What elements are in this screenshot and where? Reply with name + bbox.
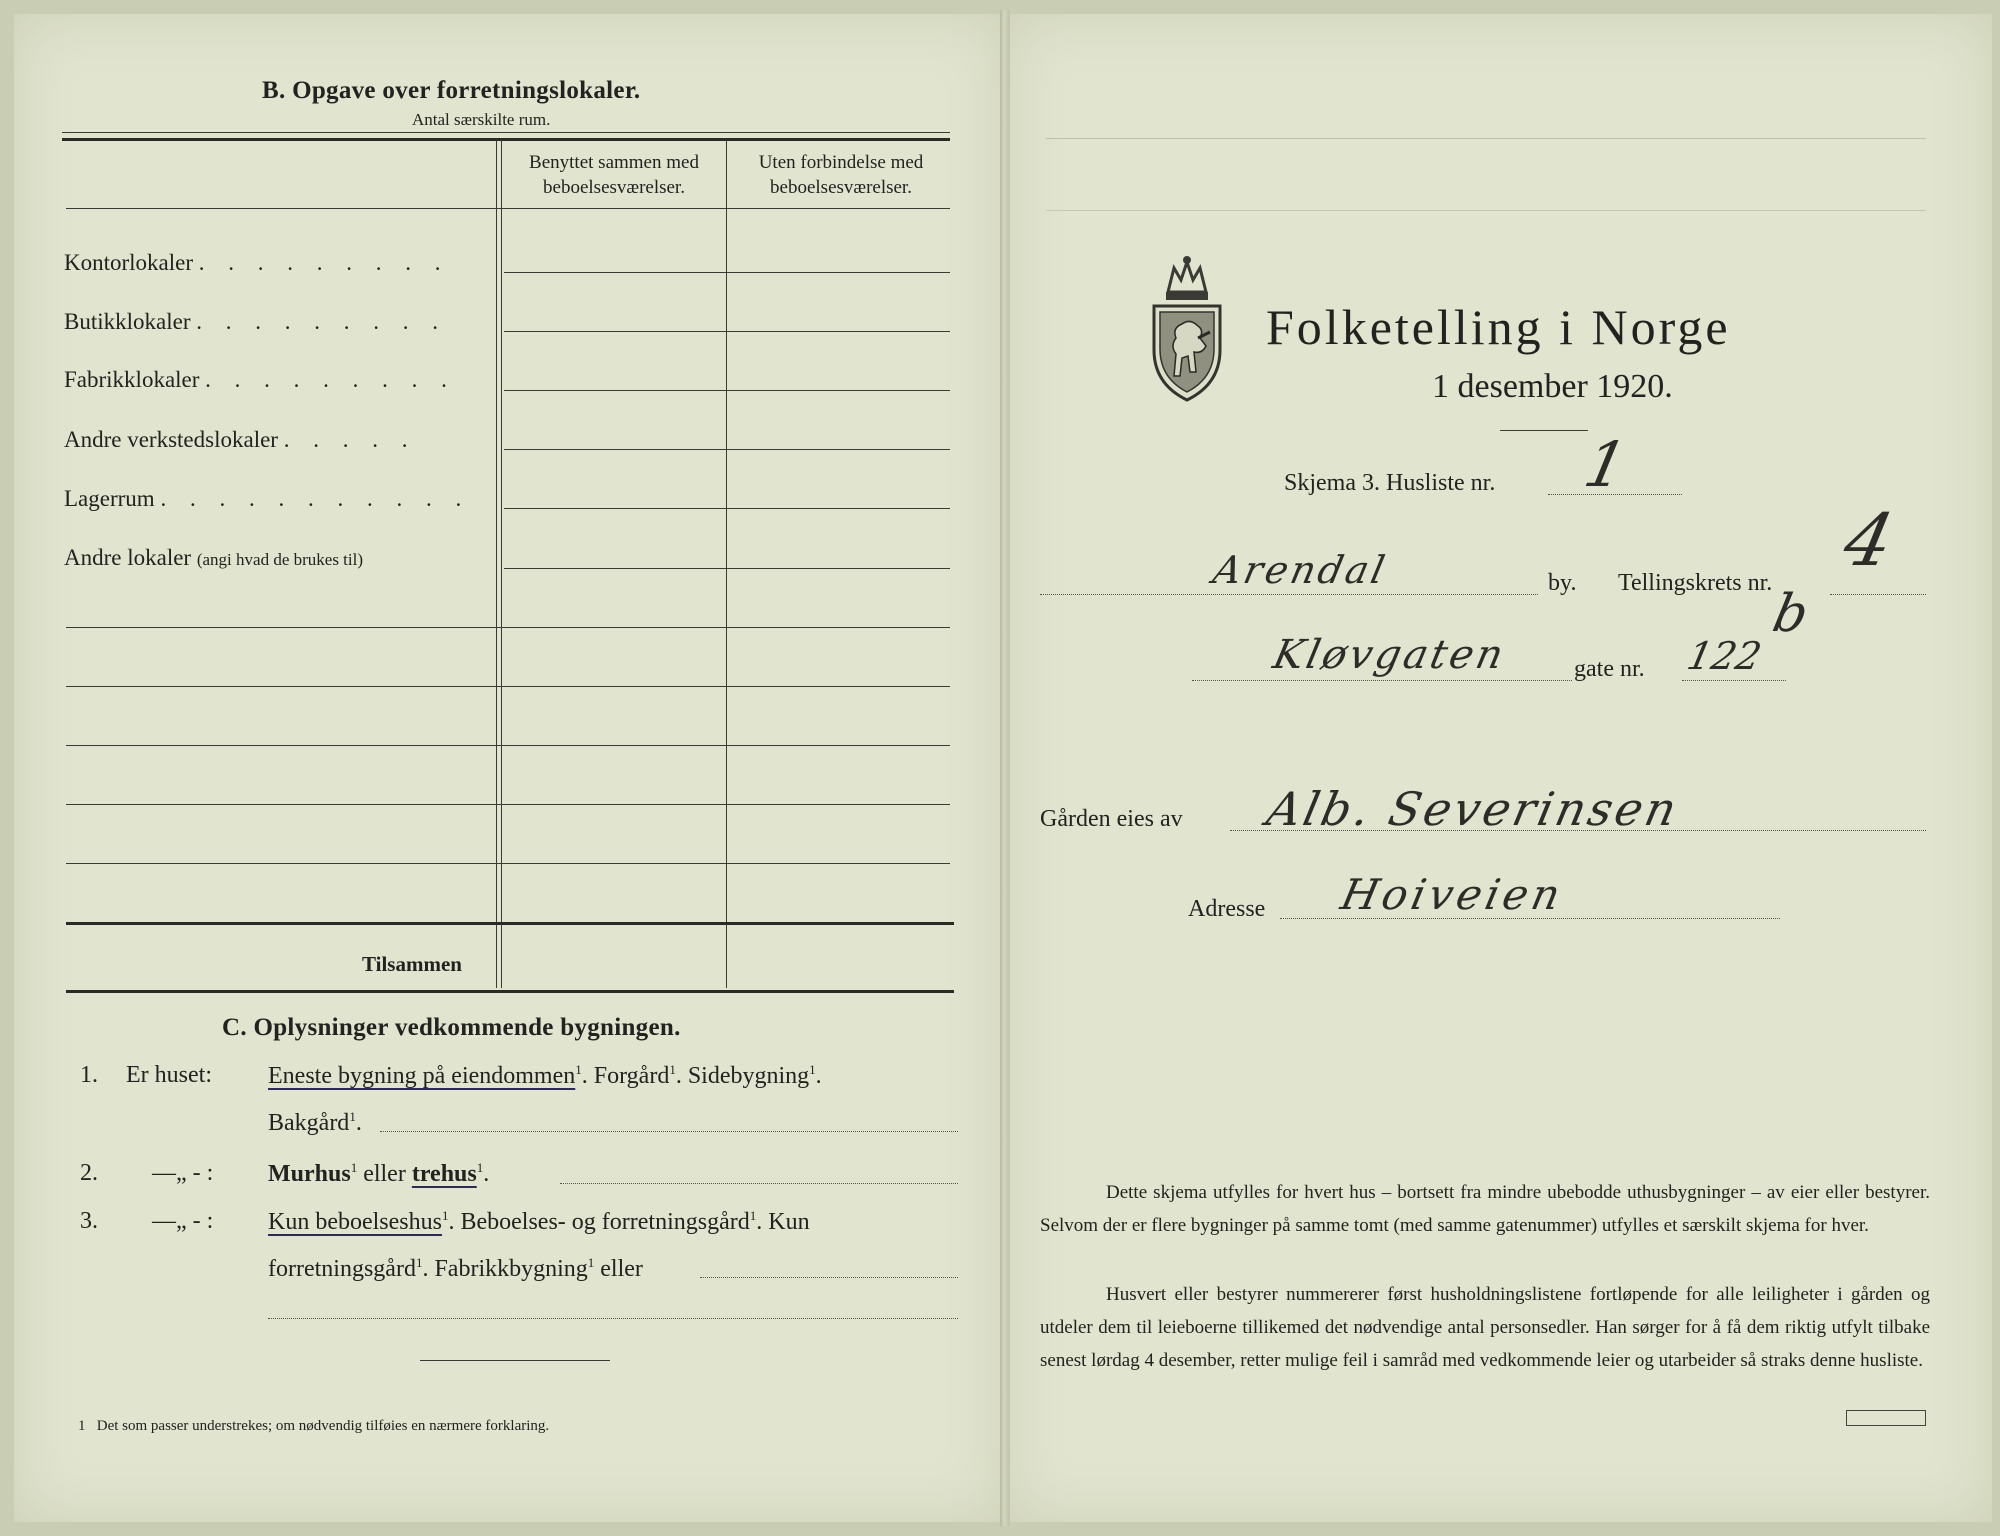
q3-fill-line-1 <box>700 1277 958 1278</box>
row-label-text: Kontorlokaler <box>64 250 194 275</box>
q1-fill-line <box>380 1131 958 1132</box>
table-top-rule-thick <box>62 138 950 141</box>
q1-number: 1. <box>80 1062 98 1088</box>
tellingskrets-handwritten: 4 <box>1837 498 1901 582</box>
q1-option-sidebygning: Sidebygning <box>687 1063 810 1089</box>
row-label-note: (angi hvad de brukes til) <box>196 550 364 569</box>
q1-option-eneste: Eneste bygning på eiendommen <box>268 1063 576 1089</box>
q3-option-beboelses-forretning: Beboelses- og forretningsgård <box>460 1209 750 1235</box>
left-page <box>14 14 1004 1522</box>
q1-lead: Er huset: <box>126 1062 212 1088</box>
blank-row-rule-5 <box>66 863 950 864</box>
footnote-text: Det som passer understrekes; om nødvendig tilføies en nærmere forklaring. <box>96 1418 550 1434</box>
column-header-separate-line1: Uten forbindelse med <box>758 152 924 173</box>
q2-option-murhus: Murhus <box>268 1161 351 1187</box>
title-divider <box>1500 430 1588 431</box>
column-header-separate-line2: beboelsesværelser. <box>770 177 912 198</box>
town-fill-line <box>1040 594 1538 595</box>
leader-dots: . . . . . . . . . . . <box>160 486 471 511</box>
owner-handwritten: Alb. Severinsen <box>1262 782 1685 836</box>
row-rule-4 <box>504 449 950 450</box>
blank-row-rule-4 <box>66 804 950 805</box>
leader-dots: . . . . . . . . . <box>205 367 456 392</box>
blank-row-rule-3 <box>66 745 950 746</box>
row-rule-3 <box>504 390 950 391</box>
q1-option-bakgard: Bakgård <box>268 1110 350 1136</box>
q1-option-forgard: Forgård <box>593 1063 670 1089</box>
header-bottom-rule <box>66 208 950 209</box>
q2-option-trehus: trehus <box>411 1161 477 1187</box>
norwegian-lion-crest-icon <box>1146 254 1228 404</box>
q3-option-kun-beboelse: Kun beboelseshus <box>268 1209 442 1235</box>
q2-number: 2. <box>80 1160 98 1186</box>
q3-option-kun: Kun <box>768 1209 810 1235</box>
row-label-text: Andre lokaler <box>64 545 192 570</box>
row-label-text: Butikklokaler <box>64 309 191 334</box>
column-divider-1 <box>496 140 502 988</box>
printer-stamp <box>1846 1410 1926 1426</box>
q2-eller: eller <box>363 1161 406 1187</box>
column-header-shared <box>504 150 724 200</box>
form-title: Folketelling i Norge <box>1266 299 1731 355</box>
tellingskrets-fill-line <box>1830 594 1926 595</box>
form-label: Skjema 3. Husliste nr. <box>1284 470 1496 496</box>
showthrough-rule-2 <box>1046 210 1926 211</box>
total-top-rule <box>66 922 954 925</box>
total-label: Tilsammen <box>362 952 462 976</box>
row-label-verksted <box>64 427 416 453</box>
column-header-shared-line2: beboelsesværelser. <box>543 177 685 198</box>
row-label-andre <box>64 545 363 571</box>
page-fold <box>1000 10 1010 1526</box>
row-label-lager <box>64 486 470 512</box>
q3-fill-line-2 <box>268 1318 958 1319</box>
row-rule-6 <box>504 568 950 569</box>
row-label-text: Andre verkstedslokaler <box>64 427 278 452</box>
column-divider-2 <box>726 140 727 988</box>
blank-row-rule-2 <box>66 686 950 687</box>
row-rule-2 <box>504 331 950 332</box>
row-label-text: Fabrikklokaler <box>64 367 200 392</box>
showthrough-rule-1 <box>1046 138 1926 139</box>
instruction-paragraph-2: Husvert eller bestyrer nummererer først husholdningslistene fortløpende for alle leiligheter i gården og utdeler dem til leieboerne tillikemed det nødvendige antal personsedler. Han sørger for å få dem riktig utfylt tilbake senest lørdag 4 desember, retter mulige feil i samråd med vedkommende leier og utarbeider så straks denne husliste. <box>1040 1284 1930 1371</box>
footnote-mark: 1 <box>78 1418 86 1434</box>
street-handwritten: Kløvgaten <box>1269 632 1511 678</box>
q3-eller: eller <box>600 1256 643 1282</box>
q2-fill-line <box>560 1183 958 1184</box>
column-header-separate <box>730 150 952 200</box>
section-b-subtitle: Antal særskilte rum. <box>412 110 551 129</box>
row-rule-5 <box>504 508 950 509</box>
q1-options-line: Eneste bygning på eiendommen$^1$. Forgård$^1$. Sidebygning$^1$. <box>268 1062 822 1089</box>
gate-number-handwritten: 122 <box>1683 634 1766 678</box>
q3-options-line1: Kun beboelseshus$^1$. Beboelses- og forretningsgård$^1$. Kun <box>268 1208 810 1235</box>
row-rule-1 <box>504 272 950 273</box>
census-date: 1 desember 1920. <box>1432 368 1673 405</box>
q2-options-line: Murhus$^1$ eller trehus$^1$. <box>268 1160 490 1187</box>
q3-option-fabrikkbygning: Fabrikkbygning <box>434 1256 588 1282</box>
gate-suffix-handwritten: b <box>1767 584 1814 644</box>
row-label-fabrikk <box>64 367 456 393</box>
owner-label: Gården eies av <box>1040 806 1183 832</box>
footnote <box>78 1418 549 1435</box>
town-handwritten: Arendal <box>1209 548 1392 592</box>
gate-fill-line <box>1682 680 1786 681</box>
husliste-number-handwritten: 1 <box>1578 428 1634 501</box>
total-bottom-rule <box>66 990 954 993</box>
leader-dots: . . . . . . . . . <box>196 309 447 334</box>
tellingskrets-label: Tellingskrets nr. <box>1618 570 1773 596</box>
q3-lead: —„ - : <box>152 1208 214 1234</box>
row-label-text: Lagerrum <box>64 486 155 511</box>
q3-option-forretningsgard: forretningsgård <box>268 1256 416 1282</box>
leader-dots: . . . . . . . . . <box>198 250 450 275</box>
section-b-title: B. Opgave over forretningslokaler. <box>262 77 641 104</box>
instruction-paragraph-1: Dette skjema utfylles for hvert hus – bortsett fra mindre ubebodde uthusbygninger – av eier eller bestyrer. Selvom der er flere bygninger på samme tomt (med samme gatenummer) utfylles et særskilt skjema for hver. <box>1040 1182 1930 1236</box>
address-label: Adresse <box>1188 896 1266 922</box>
gate-label: gate nr. <box>1574 656 1645 682</box>
by-label: by. <box>1548 570 1577 596</box>
coat-of-arms-emblem <box>1146 254 1228 409</box>
address-handwritten: Hoiveien <box>1336 870 1569 919</box>
q3-options-line2: forretningsgård$^1$. Fabrikkbygning$^1$ eller <box>268 1255 643 1282</box>
street-fill-line <box>1192 680 1572 681</box>
row-label-butikk <box>64 309 447 335</box>
blank-row-rule-1 <box>66 627 950 628</box>
section-c-title: C. Oplysninger vedkommende bygningen. <box>222 1014 681 1041</box>
q3-number: 3. <box>80 1208 98 1234</box>
row-label-kontor <box>64 250 450 276</box>
q2-lead: —„ - : <box>152 1160 214 1186</box>
section-end-rule <box>420 1360 610 1361</box>
column-header-shared-line1: Benyttet sammen med <box>529 152 699 173</box>
q1-option-bakgard-wrap: Bakgård$^1$. <box>268 1109 362 1136</box>
table-top-rule <box>62 132 950 133</box>
leader-dots: . . . . . <box>283 427 417 452</box>
